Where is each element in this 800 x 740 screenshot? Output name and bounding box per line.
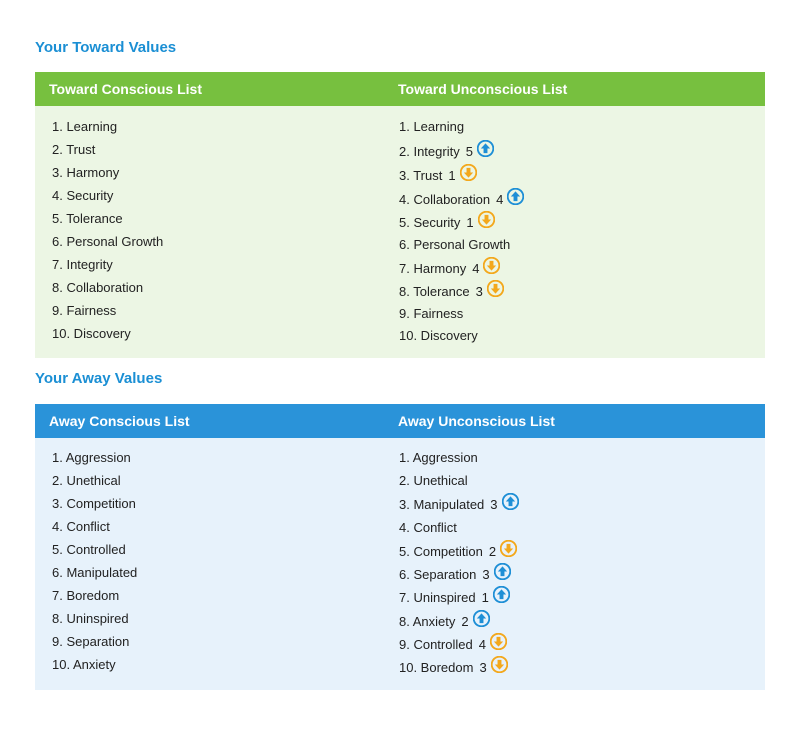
list-item <box>52 323 131 343</box>
toward-values-panel <box>35 72 765 358</box>
arrow-up-circle-icon <box>494 563 511 580</box>
list-item <box>399 541 517 561</box>
list-item <box>399 517 457 537</box>
list-item-label: 1. Aggression <box>52 449 131 465</box>
arrow-down-circle-icon <box>460 164 477 181</box>
list-item-label: 9. Controlled <box>399 636 473 652</box>
away-unconscious-header: Away Unconscious List <box>398 413 555 429</box>
list-item <box>52 116 117 136</box>
list-item <box>399 447 478 467</box>
list-item <box>52 470 121 490</box>
rank-change: 1 <box>466 214 474 230</box>
away-values-panel <box>35 404 765 690</box>
list-item-label: 1. Learning <box>52 118 118 134</box>
list-item <box>399 564 511 584</box>
list-item-label: 3. Trust <box>399 167 443 183</box>
list-item <box>399 470 468 490</box>
arrow-up-circle-icon <box>477 140 494 157</box>
list-item <box>52 562 137 582</box>
list-item-label: 3. Competition <box>52 495 136 511</box>
list-item <box>52 208 123 228</box>
list-item-label: 8. Anxiety <box>399 613 456 629</box>
list-item-label: 1. Aggression <box>399 449 478 465</box>
list-item <box>399 303 463 323</box>
list-item <box>399 234 510 254</box>
list-item-label: 6. Manipulated <box>52 564 138 580</box>
list-item <box>52 516 110 536</box>
arrow-down-circle-icon <box>491 656 508 673</box>
rank-change: 1 <box>448 167 456 183</box>
list-item <box>52 185 113 205</box>
arrow-up-circle-icon <box>507 188 524 205</box>
toward-conscious-header: Toward Conscious List <box>49 81 202 97</box>
list-item-label: 4. Conflict <box>399 519 457 535</box>
list-item <box>52 654 116 674</box>
list-item-label: 3. Harmony <box>52 164 120 180</box>
list-item <box>399 325 478 345</box>
rank-change: 4 <box>478 636 486 652</box>
list-item <box>52 277 143 297</box>
list-item-label: 4. Security <box>52 187 114 203</box>
list-item <box>399 281 504 301</box>
list-item-label: 3. Manipulated <box>399 496 485 512</box>
list-item <box>52 300 116 320</box>
list-item-label: 6. Personal Growth <box>399 236 511 252</box>
list-item-label: 10. Discovery <box>399 327 478 343</box>
list-item <box>399 165 477 185</box>
rank-change: 2 <box>461 613 469 629</box>
rank-change: 4 <box>496 191 504 207</box>
list-item <box>399 657 508 677</box>
list-item <box>52 585 119 605</box>
list-item <box>399 494 519 514</box>
arrow-up-circle-icon <box>493 586 510 603</box>
list-item-label: 10. Anxiety <box>52 656 116 672</box>
list-item-label: 5. Competition <box>399 543 483 559</box>
list-item-label: 4. Conflict <box>52 518 110 534</box>
list-item-label: 7. Integrity <box>52 256 113 272</box>
rank-change: 3 <box>490 496 498 512</box>
toward-panel-body <box>35 106 765 358</box>
list-item-label: 5. Security <box>399 214 461 230</box>
list-item-label: 7. Uninspired <box>399 589 476 605</box>
arrow-down-circle-icon <box>500 540 517 557</box>
list-item-label: 1. Learning <box>399 118 465 134</box>
list-item <box>399 611 490 631</box>
list-item-label: 4. Collaboration <box>399 191 491 207</box>
list-item-label: 6. Personal Growth <box>52 233 164 249</box>
list-item <box>399 212 495 232</box>
arrow-down-circle-icon <box>487 280 504 297</box>
list-item-label: 2. Unethical <box>52 472 121 488</box>
list-item <box>52 231 163 251</box>
list-item-label: 7. Harmony <box>399 260 467 276</box>
list-item-label: 6. Separation <box>399 566 477 582</box>
list-item <box>52 254 113 274</box>
list-item <box>52 631 129 651</box>
rank-change: 3 <box>475 283 483 299</box>
list-item <box>399 116 464 136</box>
arrow-up-circle-icon <box>502 493 519 510</box>
list-item-label: 10. Boredom <box>399 659 474 675</box>
arrow-down-circle-icon <box>478 211 495 228</box>
toward-values-title: Your Toward Values <box>35 39 177 56</box>
list-item <box>52 539 126 559</box>
list-item-label: 2. Integrity <box>399 143 460 159</box>
arrow-up-circle-icon <box>473 610 490 627</box>
list-item-label: 7. Boredom <box>52 587 120 603</box>
list-item-label: 8. Uninspired <box>52 610 129 626</box>
list-item-label: 9. Separation <box>52 633 130 649</box>
away-conscious-header: Away Conscious List <box>49 413 190 429</box>
list-item <box>399 587 510 607</box>
arrow-down-circle-icon <box>490 633 507 650</box>
list-item <box>399 189 524 209</box>
away-values-title: Your Away Values <box>35 370 163 387</box>
list-item <box>399 141 494 161</box>
list-item-label: 2. Trust <box>52 141 96 157</box>
arrow-down-circle-icon <box>483 257 500 274</box>
list-item <box>52 162 119 182</box>
list-item <box>52 493 136 513</box>
rank-change: 4 <box>472 260 480 276</box>
list-item-label: 10. Discovery <box>52 325 131 341</box>
rank-change: 1 <box>481 589 489 605</box>
list-item-label: 2. Unethical <box>399 472 468 488</box>
rank-change: 2 <box>488 543 497 559</box>
toward-unconscious-header: Toward Unconscious List <box>398 81 568 97</box>
list-item-label: 9. Fairness <box>399 305 464 321</box>
away-panel-body <box>35 438 765 690</box>
away-panel-header <box>35 404 765 438</box>
list-item-label: 9. Fairness <box>52 302 117 318</box>
list-item-label: 8. Tolerance <box>399 283 470 299</box>
list-item-label: 5. Tolerance <box>52 210 123 226</box>
list-item <box>52 447 131 467</box>
list-item-label: 5. Controlled <box>52 541 126 557</box>
list-item <box>52 608 129 628</box>
list-item <box>399 258 500 278</box>
list-item-label: 8. Collaboration <box>52 279 144 295</box>
list-item <box>399 634 507 654</box>
rank-change: 3 <box>482 566 490 582</box>
rank-change: 3 <box>479 659 487 675</box>
rank-change: 5 <box>465 143 473 159</box>
list-item <box>52 139 95 159</box>
toward-panel-header <box>35 72 765 106</box>
